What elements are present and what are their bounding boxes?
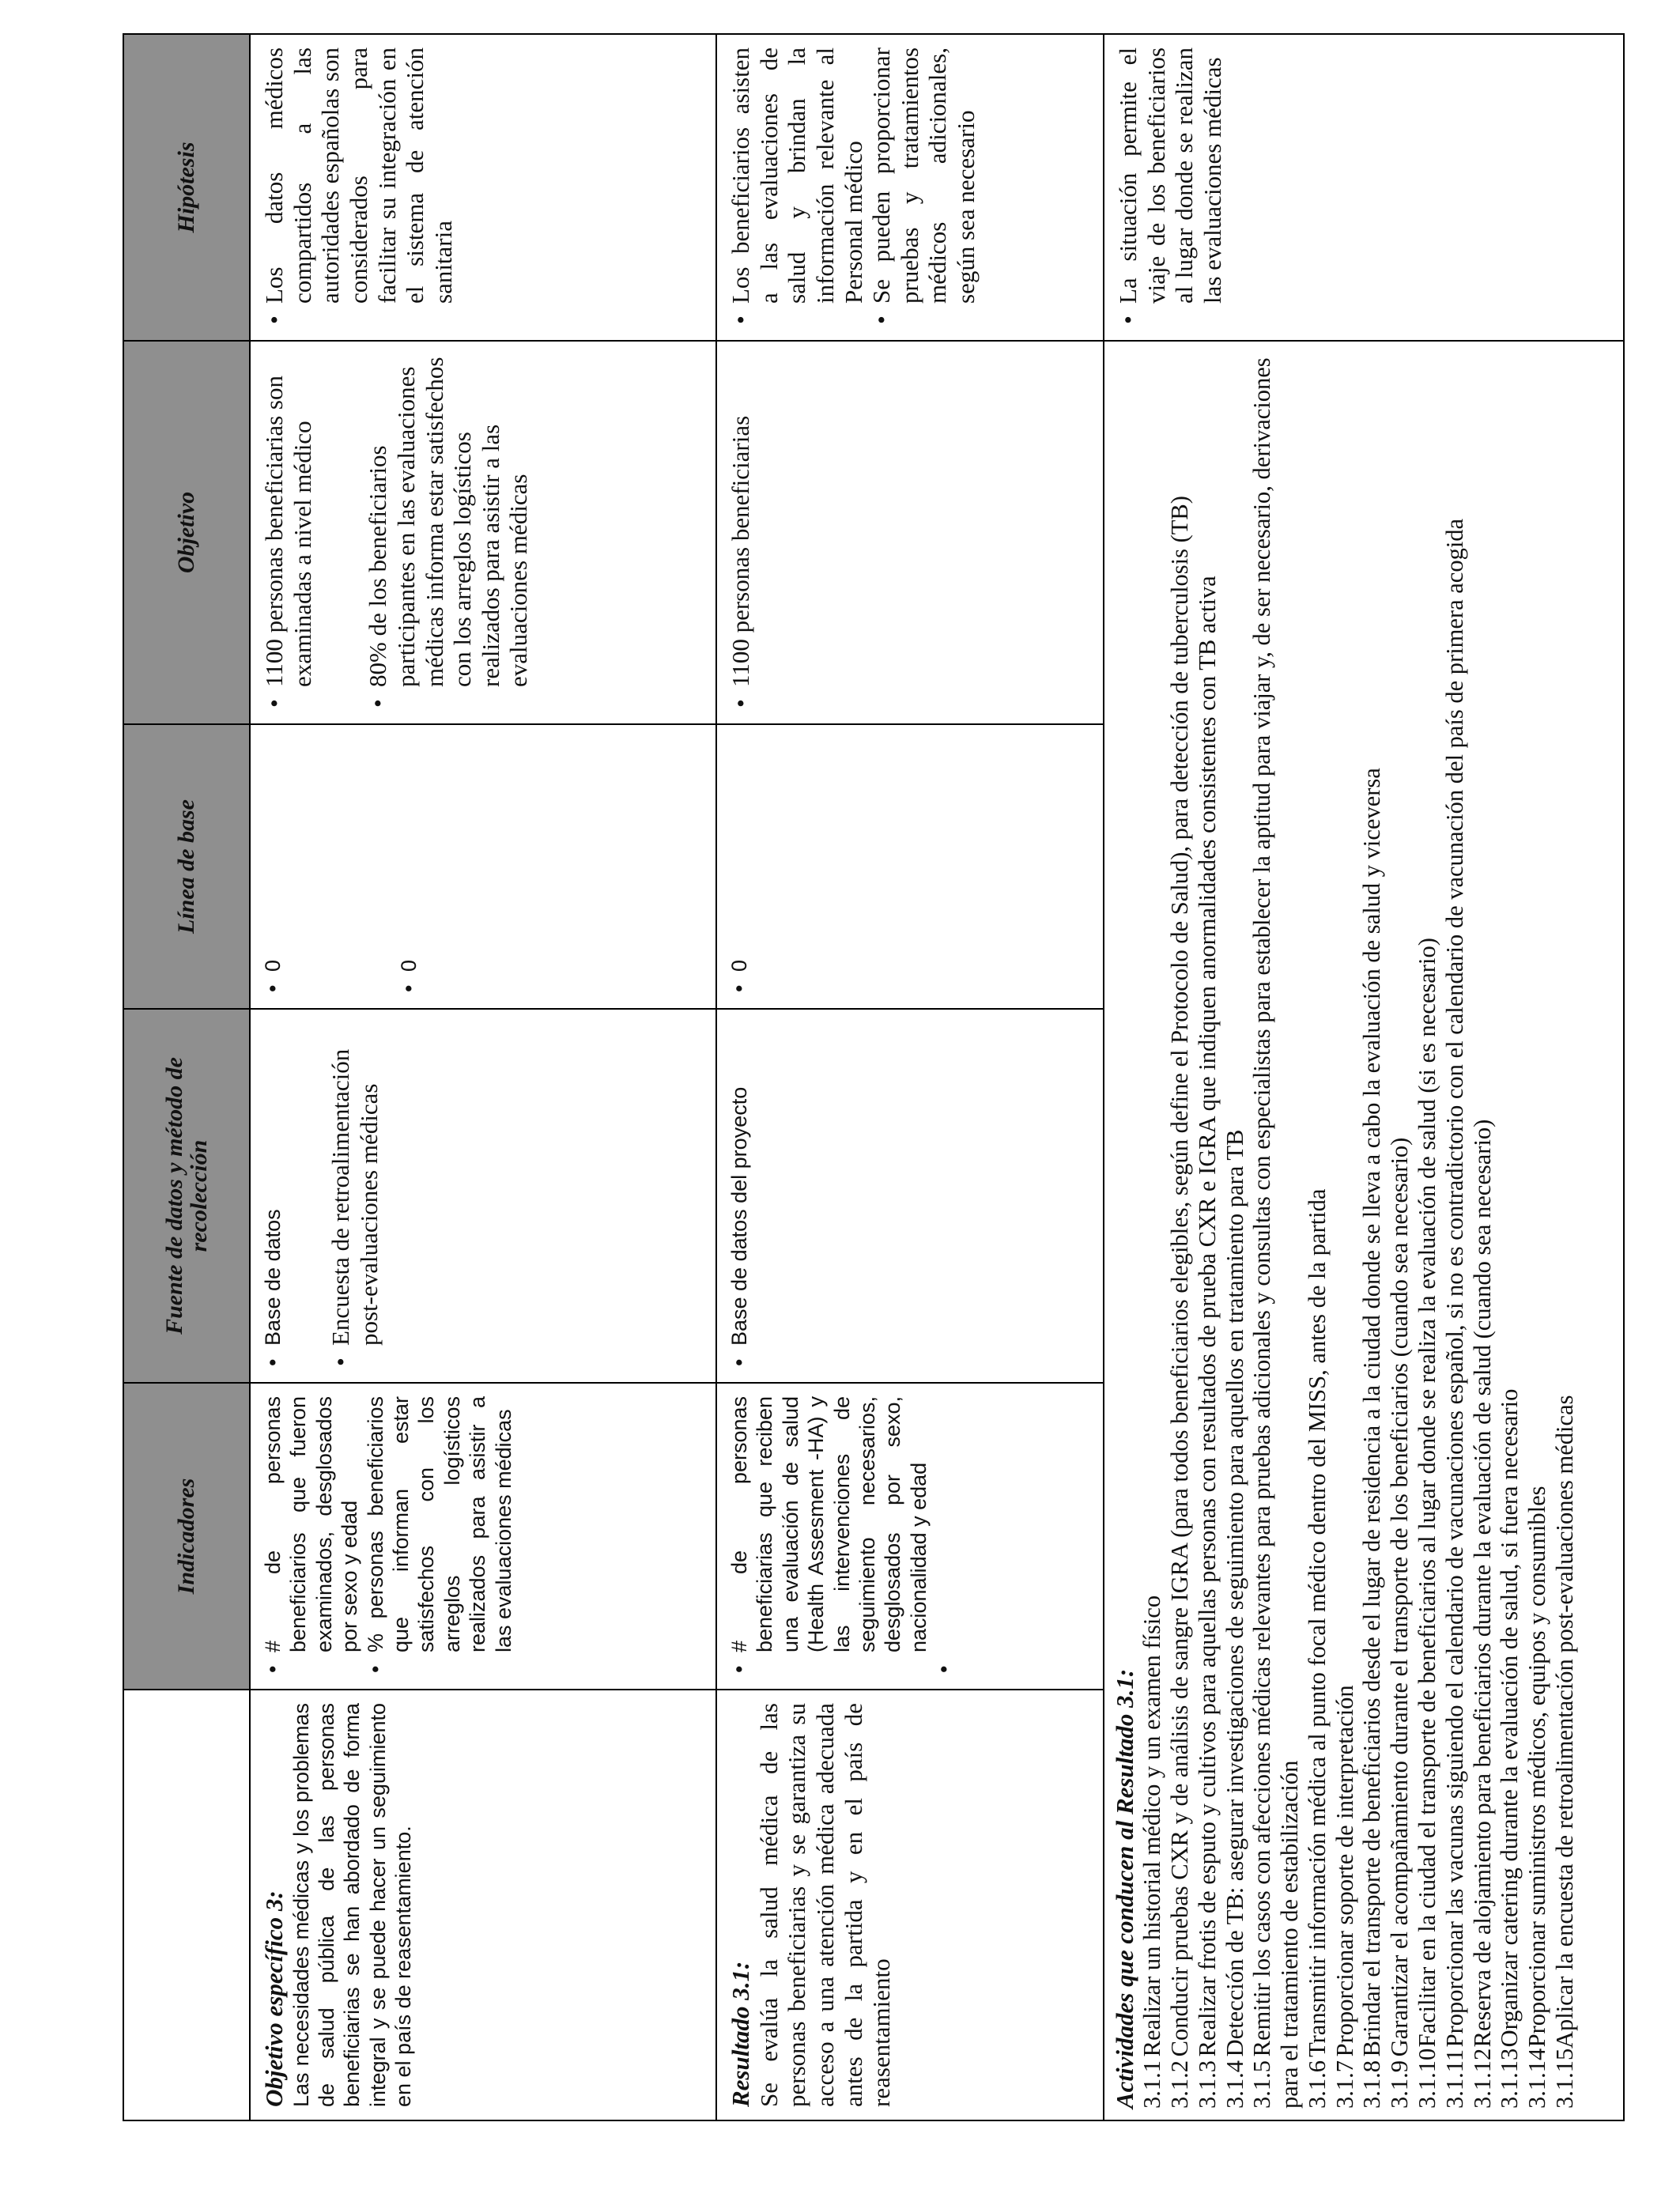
actividad-item [1386, 353, 1414, 2109]
linea-base-item: • 0 [260, 738, 285, 995]
row-objetivo-especifico [250, 34, 716, 2120]
actividad-text: Brindar el transporte de beneficiarios desde el lugar de residencia a la ciudad donde se lleva a cabo la evaluación de salud y viceversa [1358, 768, 1386, 2057]
actividad-text: Proporcionar soporte de interpretación [1331, 1685, 1358, 2057]
header-hipotesis: Hipótesis [123, 34, 250, 341]
header-indicadores: Indicadores [123, 1383, 250, 1690]
header-fuente: Fuente de datos y método de recolección [123, 1009, 250, 1383]
actividad-num: 3.1.4 [1221, 2060, 1248, 2109]
cell-fuente-2 [716, 1009, 1104, 1383]
actividad-num: 3.1.14 [1523, 2048, 1551, 2109]
actividad-item [1221, 353, 1249, 2109]
actividad-text: Organizar catering durante la evaluación de salud, si fuera necesario [1496, 1388, 1523, 2048]
objetivo-especifico-text: Las necesidades médicas y los problemas de salud pública de las personas beneficiarias se han abordado de forma integral y se puede hacer un seguimiento en el país de reasentamiento. [289, 1703, 416, 2107]
header-objetivo: Objetivo [123, 341, 250, 724]
cell-hipotesis-2 [716, 34, 1104, 341]
linea-base-item: • 0 [727, 738, 752, 995]
actividad-item [1194, 353, 1221, 2109]
actividad-text: Remitir los casos con afecciones médicas relevantes para pruebas adicionales y consultas con especialistas para establecer la aptitud para viajar y, de ser necesario, derivaciones para el tratamiento de estabilización [1248, 357, 1304, 2109]
actividad-item [1304, 353, 1331, 2109]
hipotesis-item: • Se pueden proporcionar pruebas y tratamientos médicos adicionales, según sea necesario [867, 47, 980, 327]
hipotesis-item: • La situación permite el viaje de los beneficiarios al lugar donde se realizan las evaluaciones médicas [1114, 47, 1227, 327]
actividad-num: 3.1.6 [1303, 2060, 1331, 2109]
cell-objetivo-1 [250, 341, 716, 724]
cell-fuente-1 [250, 1009, 716, 1383]
actividad-text: Reserva de alojamiento para beneficiarios durante la evaluación de salud (cuando sea necesario) [1468, 1119, 1496, 2048]
actividad-item [1441, 353, 1469, 2109]
resultado-text: Se evalúa la salud médica de las personas beneficiarias y se garantiza su acceso a una atención médica adecuada antes de la partida y en el país de reasentamiento [754, 1703, 896, 2107]
actividad-item [1166, 353, 1194, 2109]
cell-linea-base-1 [250, 724, 716, 1009]
cell-hipotesis-1 [250, 34, 716, 341]
fuente-item: • Base de datos del proyecto [727, 1022, 752, 1369]
actividad-num: 3.1.13 [1496, 2048, 1523, 2109]
fuente-item: • Base de datos [260, 1022, 285, 1369]
actividad-num: 3.1.1 [1138, 2060, 1166, 2109]
actividad-num: 3.1.12 [1468, 2048, 1496, 2109]
header-row [123, 34, 250, 2120]
actividad-num: 3.1.3 [1193, 2060, 1221, 2109]
indicador-item: • % personas beneficiarios que informan estar satisfechos con los arreglos logísticos realizados para asistir a las evaluaciones médicas [363, 1396, 516, 1676]
actividad-text: Garantizar el acompañamiento durante el transporte de los beneficiarios (cuando sea necesario) [1386, 1137, 1414, 2057]
actividad-num: 3.1.15 [1550, 2048, 1578, 2109]
actividad-num: 3.1.11 [1440, 2049, 1468, 2109]
actividad-text: Proporcionar las vacunas siguiendo el calendario de vacunaciones español, si no es contradictorio con el calendario de vacunación del país de primera acogida [1440, 518, 1468, 2048]
actividad-item [1523, 353, 1551, 2109]
actividad-num: 3.1.2 [1166, 2060, 1194, 2109]
actividad-item [1469, 353, 1497, 2109]
actividad-text: Realizar frotis de esputo y cultivos para aquellas personas con resultados de prueba CXR e IGRA que indiquen anormalidades consistentes con TB activa [1193, 576, 1221, 2057]
actividad-item [1331, 353, 1359, 2109]
actividad-num: 3.1.10 [1413, 2048, 1440, 2109]
objetivo-item: • 1100 personas beneficiarias [727, 354, 755, 711]
cell-resultado-3-1 [716, 1690, 1104, 2120]
header-blank-cell [123, 1690, 250, 2120]
row-resultado-3-1 [716, 34, 1104, 2120]
actividad-item [1358, 353, 1386, 2109]
objetivo-item: • 80% de los beneficiarios participantes en las evaluaciones médicas informa estar satisfechos con los arreglos logísticos realizados para asistir a las evaluaciones médicas [364, 354, 533, 711]
actividad-text: Conducir pruebas CXR y de análisis de sangre IGRA (para todos beneficiarios elegibles, según define el Protocolo de Salud), para detección de tuberculosis (TB) [1166, 496, 1194, 2057]
actividades-title: Actividades que conducen al Resultado 3.1: [1111, 1668, 1138, 2109]
cell-indicadores-2 [716, 1383, 1104, 1690]
hipotesis-item: • Los datos médicos compartidos a las autoridades españolas son considerados para facilitar su integración en el sistema de atención sanitaria [260, 47, 457, 327]
actividad-item [1248, 353, 1304, 2109]
objetivo-especifico-title: Objetivo específico 3: [260, 1890, 288, 2107]
indicador-item: • # de personas beneficiarias que reciben una evaluación de salud (Health Assesment -HA) y las intervenciones de seguimiento necesarios, desglosados por sexo, nacionalidad y edad [727, 1396, 931, 1676]
actividad-item [1138, 353, 1166, 2109]
actividad-text: Detección de TB: asegurar investigaciones de seguimiento para aquellos en tratamiento para TB [1221, 1129, 1248, 2057]
actividad-text: Realizar un historial médico y un examen físico [1138, 1595, 1166, 2057]
actividad-text: Proporcionar suministros médicos, equipos y consumibles [1523, 1486, 1551, 2048]
cell-linea-base-2 [716, 724, 1104, 1009]
resultado-title: Resultado 3.1: [727, 1961, 754, 2107]
actividad-text: Facilitar en la ciudad el transporte de beneficiarios al lugar donde se realiza la evaluación de salud (si es necesario) [1413, 938, 1440, 2048]
fuente-item: • Encuesta de retroalimentación post-evaluaciones médicas [327, 1022, 383, 1369]
actividad-item [1496, 353, 1523, 2109]
header-linea-base: Línea de base [123, 724, 250, 1009]
cell-hipotesis-3 [1104, 34, 1624, 341]
cell-objetivo-especifico [250, 1690, 716, 2120]
actividad-text: Aplicar la encuesta de retroalimentación post-evaluaciones médicas [1550, 1395, 1578, 2049]
actividades-list [1138, 353, 1578, 2109]
actividad-num: 3.1.7 [1331, 2060, 1358, 2109]
cell-objetivo-2 [716, 341, 1104, 724]
actividad-num: 3.1.8 [1358, 2060, 1386, 2109]
hipotesis-item: • Los beneficiarios asisten a las evaluaciones de salud y brindan la información relevante al Personal médico [727, 47, 867, 327]
objetivo-item: • 1100 personas beneficiarias son examinadas a nivel médico [260, 354, 316, 711]
linea-base-item: • 0 [396, 738, 421, 995]
actividad-text: Transmitir información médica al punto focal médico dentro del MISS, antes de la partida [1303, 1188, 1331, 2057]
logframe-table [123, 33, 1625, 2121]
indicador-item: • # de personas beneficiarios que fueron examinados, desglosados por sexo y edad [260, 1396, 363, 1676]
actividad-item [1414, 353, 1441, 2109]
row-actividades [1104, 34, 1624, 2120]
actividad-num: 3.1.5 [1248, 2060, 1276, 2109]
cell-indicadores-1 [250, 1383, 716, 1690]
actividad-num: 3.1.9 [1386, 2060, 1414, 2109]
actividad-item [1551, 353, 1579, 2109]
cell-actividades [1104, 341, 1624, 2120]
